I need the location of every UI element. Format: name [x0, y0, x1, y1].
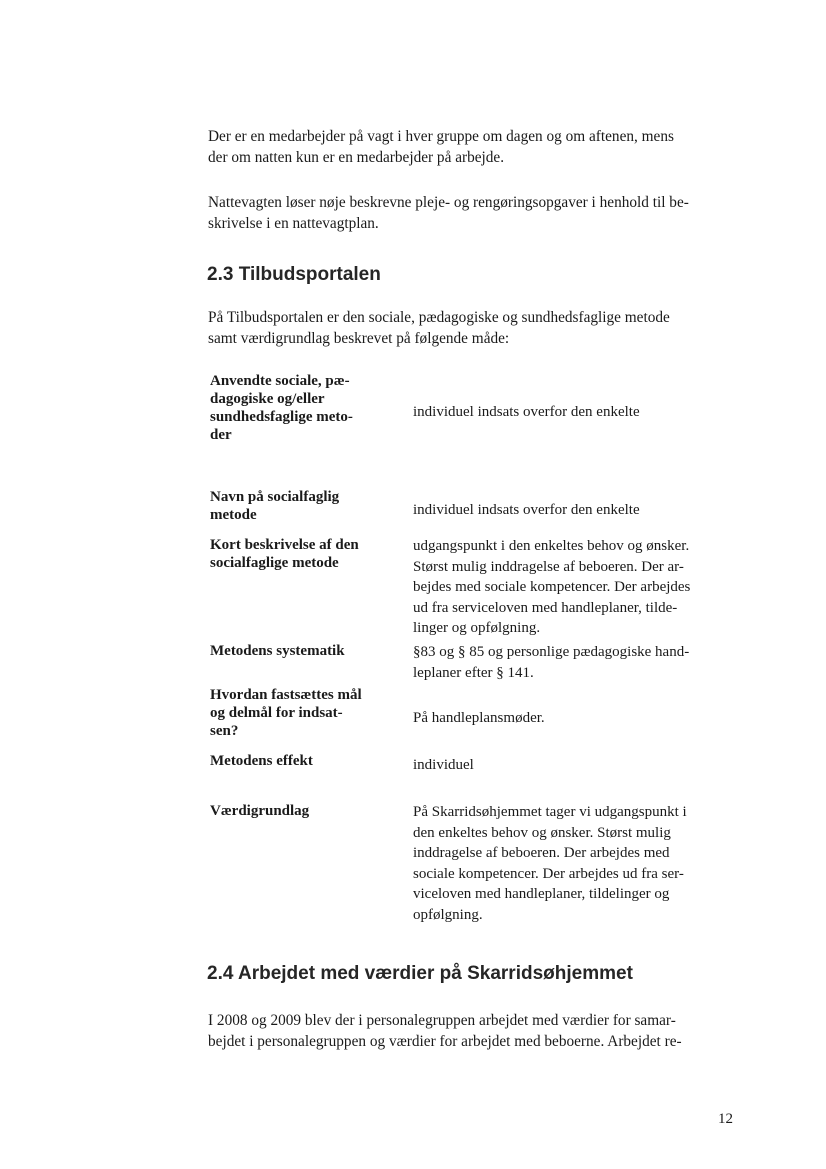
text-line: Kort beskrivelse af den — [210, 537, 359, 553]
section-2-3-intro — [208, 307, 748, 349]
text-line: udgangspunkt i den enkeltes behov og ønsker. — [413, 538, 690, 554]
text-line: Der er en medarbejder på vagt i hver gruppe om dagen og om aftenen, mens — [208, 128, 674, 145]
text-line: skrivelse i en nattevagtplan. — [208, 215, 379, 232]
table-row-value — [413, 500, 743, 521]
table-row-value — [413, 642, 743, 683]
table-row-value — [413, 755, 743, 776]
table-row-label — [210, 536, 388, 572]
section-heading-2-4: 2.4 Arbejdet med værdier på Skarridsøhjemmet — [207, 963, 633, 984]
text-line: den enkeltes behov og ønsker. Størst mulig — [413, 824, 671, 841]
text-line: og delmål for indsat- — [210, 705, 343, 721]
text-line: På Tilbudsportalen er den sociale, pædagogiske og sundhedsfaglige metode — [208, 309, 670, 326]
text-line: Værdigrundlag — [210, 803, 310, 819]
text-line: der om natten kun er en medarbejder på arbejde. — [208, 149, 505, 166]
text-line: bejdet i personalegruppen og værdier for arbejdet med beboerne. Arbejdet re- — [208, 1033, 682, 1050]
text-line: inddragelse af beboeren. Der arbejdes med — [413, 845, 670, 862]
text-line: linger og opfølgning. — [413, 620, 541, 637]
table-row-label — [210, 642, 388, 660]
section-heading-2-3: 2.3 Tilbudsportalen — [207, 264, 381, 285]
text-line: individuel indsats overfor den enkelte — [413, 404, 640, 420]
text-line: individuel — [413, 757, 474, 773]
text-line: samt værdigrundlag beskrevet på følgende måde: — [208, 330, 510, 347]
text-line: §83 og § 85 og personlige pædagogiske hand- — [413, 644, 690, 660]
table-row-value — [413, 402, 743, 423]
table-row-label — [210, 802, 388, 820]
section-2-4-paragraph — [208, 1010, 748, 1052]
text-line: metode — [210, 507, 257, 523]
table-row-label — [210, 488, 388, 524]
table-row-label — [210, 752, 388, 770]
page-number: 12 — [718, 1111, 733, 1127]
text-line: leplaner efter § 141. — [413, 664, 534, 681]
text-line: Navn på socialfaglig — [210, 489, 340, 505]
table-row-label — [210, 372, 388, 444]
intro-paragraph-2 — [208, 192, 748, 234]
text-line: dagogiske og/eller — [210, 391, 325, 407]
text-line: Størst mulig inddragelse af beboeren. Der ar- — [413, 558, 684, 575]
text-line: sundhedsfaglige meto- — [210, 409, 353, 425]
table-row-value — [413, 708, 743, 729]
text-line: bejdes med sociale kompetencer. Der arbejdes — [413, 579, 691, 596]
table-row-label — [210, 686, 388, 740]
text-line: individuel indsats overfor den enkelte — [413, 502, 640, 518]
text-line: sociale kompetencer. Der arbejdes ud fra ser- — [413, 865, 684, 882]
text-line: Nattevagten løser nøje beskrevne pleje- og rengøringsopgaver i henhold til be- — [208, 194, 689, 211]
text-line: Anvendte sociale, pæ- — [210, 373, 350, 389]
text-line: Hvordan fastsættes mål — [210, 687, 362, 703]
text-line: socialfaglige metode — [210, 555, 339, 571]
table-row-value — [413, 802, 743, 926]
intro-paragraph-1 — [208, 126, 748, 168]
text-line: På handleplansmøder. — [413, 710, 545, 726]
table-row-value — [413, 536, 743, 639]
text-line: Metodens systematik — [210, 643, 345, 659]
text-line: Metodens effekt — [210, 753, 313, 769]
text-line: På Skarridsøhjemmet tager vi udgangspunkt i — [413, 804, 687, 820]
text-line: opfølgning. — [413, 906, 483, 923]
text-line: sen? — [210, 723, 239, 739]
text-line: I 2008 og 2009 blev der i personalegruppen arbejdet med værdier for samar- — [208, 1012, 676, 1029]
text-line: viceloven med handleplaner, tildelinger og — [413, 886, 670, 903]
text-line: ud fra serviceloven med handleplaner, tilde- — [413, 599, 678, 616]
text-line: der — [210, 427, 232, 443]
